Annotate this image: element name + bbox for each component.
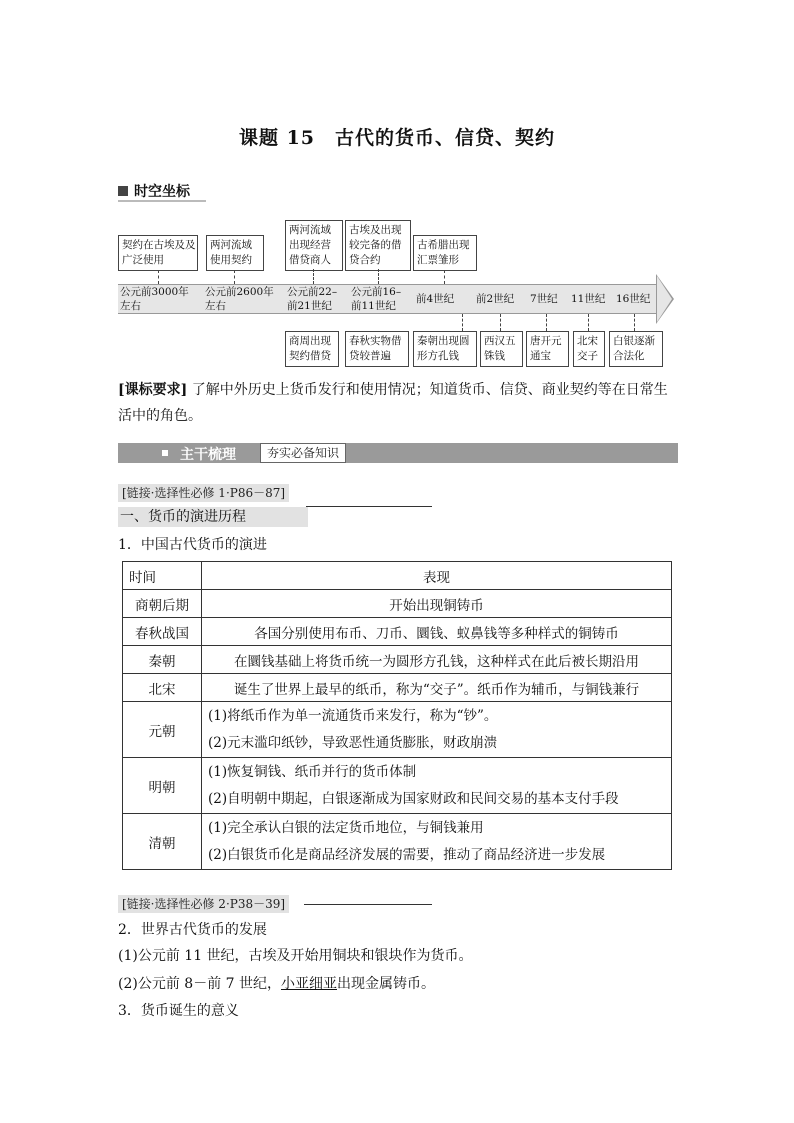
table-header-row [123,562,672,590]
money-table [122,561,672,870]
table-row: 清朝 (1)完全承认白银的法定货币地位，与铜钱兼用 (2)白银货币化是商品经济发展的需要，推动了商品经济进一步发展 [123,814,672,870]
curriculum-requirement [118,377,678,429]
table-row: 商朝后期 开始出现铜铸币 [123,590,672,618]
square-bullet-icon [118,186,128,196]
connector-line [158,270,159,284]
timeline-bottom-box: 唐开元 通宝 [526,331,569,367]
timeline-bottom-box: 白银逐渐 合法化 [609,331,663,367]
timeline-date: 前4世纪 [416,293,455,305]
timeline-top-box: 两河流域 出现经营 借贷商人 [285,220,343,271]
connector-line [378,269,379,284]
requirement-label: [课标要求] [118,382,188,398]
banner-tag: 夯实必备知识 [260,443,346,463]
connector-line [588,314,589,331]
timeline-date: 前2世纪 [476,293,515,305]
timeline-date: 公元前16– 前11世纪 [351,286,402,312]
timeline-bottom-box: 北宋 交子 [573,331,605,367]
banner-title: 主干梳理 [180,447,236,463]
section-banner [118,443,678,463]
textbook-link: [链接·选择性必修 2·P38－39] [118,893,289,912]
timeline-date: 11世纪 [571,293,606,305]
textbook-link: [链接·选择性必修 1·P86－87] [118,482,289,501]
timeline-top-box: 古希腊出现 汇票雏形 [413,235,477,271]
list-item: (2)公元前 8－前 7 世纪，小亚细亚出现金属铸币。 [118,976,435,992]
page-title: 课题 15 古代的货币、信贷、契约 [238,127,556,149]
heading-china-money: 1．中国古代货币的演进 [118,537,267,553]
heading-world-money: 2．世界古代货币的发展 [118,922,267,938]
heading-money-significance: 3．货币诞生的意义 [118,1003,239,1019]
table-header-cell: 表现 [202,562,672,590]
requirement-text: 了解中外历史上货币发行和使用情况；知道货币、信贷、商业契约等在日常生活中的角色。 [118,382,668,424]
section-underline [118,200,206,202]
timeline-date: 公元前2600年 左右 [205,286,274,312]
timeline-date: 16世纪 [616,293,651,305]
connector-line [313,269,314,284]
timeline-bottom-box: 春秋实物借 贷较普遍 [345,331,409,367]
table-row: 北宋 诞生了世界上最早的纸币，称为“交子”。纸币作为辅币，与铜钱兼行 [123,674,672,702]
connector-line [500,314,501,331]
table-header-cell: 时间 [123,562,202,590]
table-row: 秦朝 在圜钱基础上将货币统一为圆形方孔钱，这种样式在此后被长期沿用 [123,646,672,674]
timeline-date: 公元前22– 前21世纪 [287,286,338,312]
timeline-top-box: 契约在古埃及及 广泛使用 [118,235,198,271]
connector-line [634,314,635,331]
section-heading-timeline [118,181,190,201]
heading-money-evolution: 一、货币的演进历程 [118,507,308,527]
timeline-bottom-box: 商周出现 契约借贷 [285,331,339,367]
timeline-bottom-box: 西汉五 铢钱 [480,331,523,367]
timeline-top-box: 两河流域 使用契约 [206,235,264,271]
connector-line [234,270,235,284]
connector-line [444,270,445,284]
bullet-icon [162,450,168,456]
link-rule [306,506,432,507]
connector-line [462,314,463,331]
timeline-date: 公元前3000年 左右 [120,286,189,312]
link-rule [304,904,432,905]
table-row: 春秋战国 各国分别使用布币、刀币、圜钱、蚁鼻钱等多种样式的铜铸币 [123,618,672,646]
connector-line [546,314,547,331]
timeline-date: 7世纪 [530,293,558,305]
table-row: 元朝 (1)将纸币作为单一流通货币来发行，称为“钞”。 (2)元末滥印纸钞，导致恶性通货膨胀，财政崩溃 [123,702,672,758]
list-item: (1)公元前 11 世纪，古埃及开始用铜块和银块作为货币。 [118,948,473,964]
section-heading-label: 时空坐标 [134,184,190,200]
timeline-bottom-box: 秦朝出现圆 形方孔钱 [413,331,477,367]
table-row: 明朝 (1)恢复铜钱、纸币并行的货币体制 (2)自明朝中期起，白银逐渐成为国家财政和民间交易的基本支付手段 [123,758,672,814]
timeline-top-box: 古埃及出现 较完备的借 贷合约 [345,220,411,271]
